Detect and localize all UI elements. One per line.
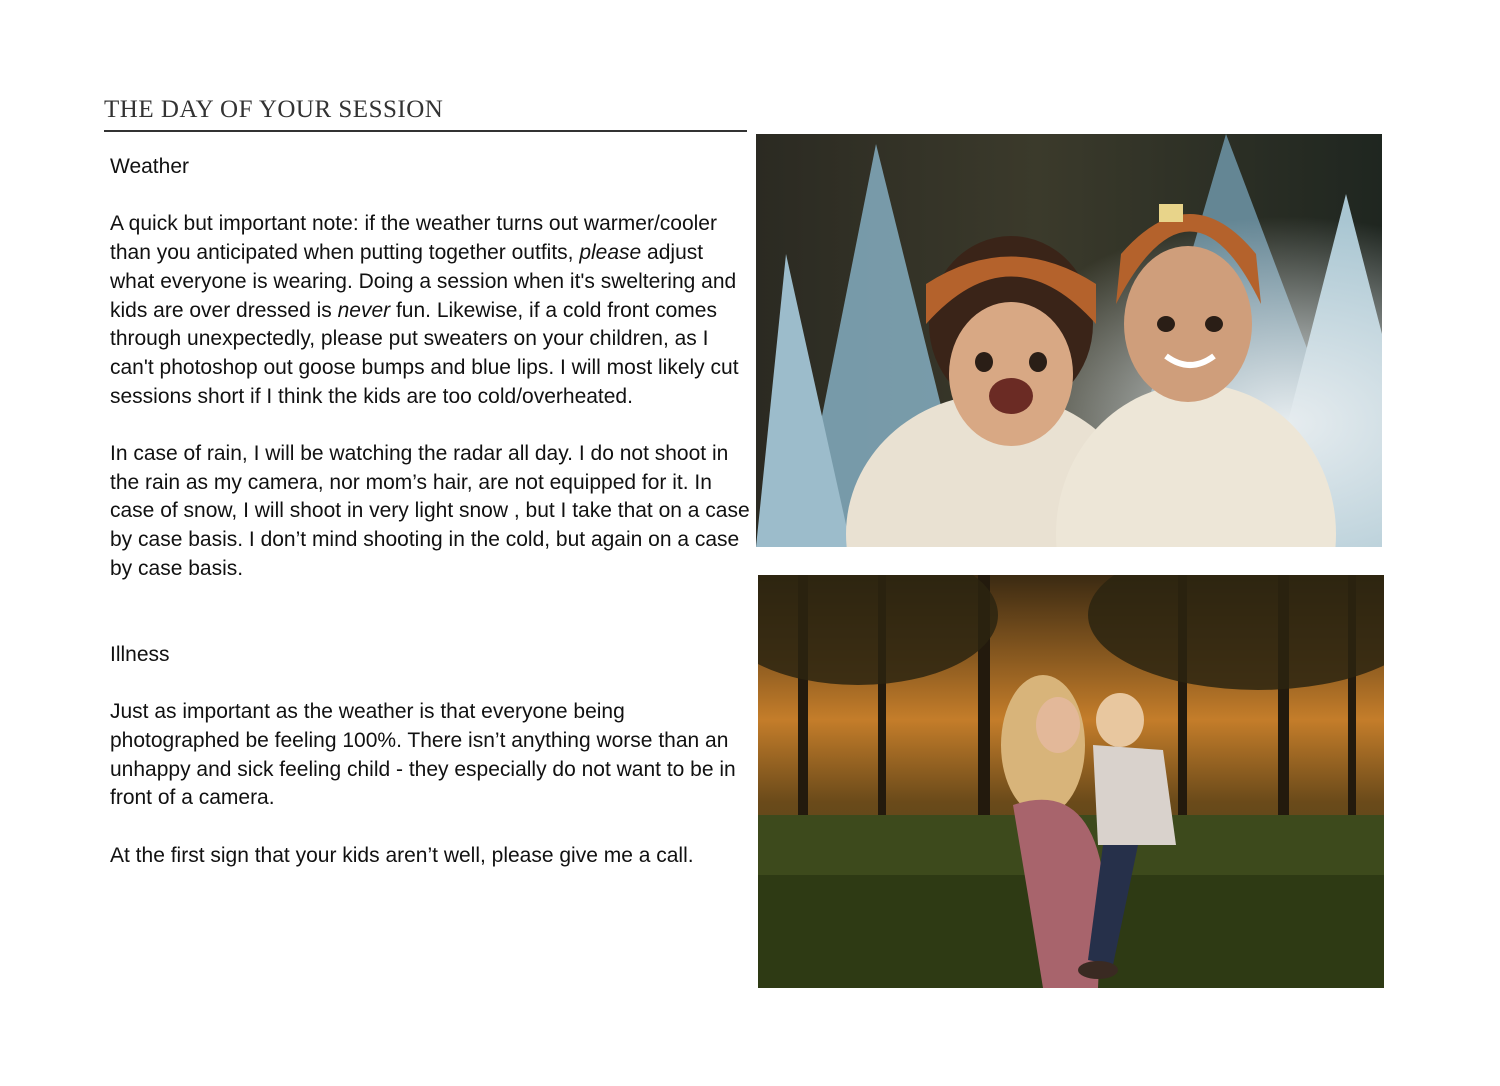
weather-p1-text-a: A quick but important note: if the weather turns out warmer/cooler than you anticipated when putting together outfits, (110, 212, 717, 265)
weather-paragraph-2: In case of rain, I will be watching the radar all day. I do not shoot in the rain as my camera, nor mom’s hair, are not equipped for it. In case of snow, I will shoot in very light snow , but I take that on a case by case basis. I don’t mind shooting in the cold, but again on a case by case basis. (110, 442, 750, 580)
weather-p1-text-b: adjust what everyone is wearing. Doing a session when it's sweltering and kids are over dressed is (110, 241, 737, 322)
weather-p1-emphasis-please: please (579, 241, 642, 265)
weather-heading: Weather (110, 155, 189, 178)
weather-p1-text-c: fun. Likewise, if a cold front comes through unexpectedly, please put sweaters on your children, as I can't photoshop out goose bumps and blue lips. I will most likely cut sessions short if I think the kids are too cold/overheated. (110, 298, 739, 408)
title-underline (104, 130, 747, 132)
text-column (110, 153, 750, 871)
weather-paragraph-1 (110, 210, 750, 411)
photo-boys-illustration (756, 134, 1382, 547)
photo-mother-child-forest (758, 575, 1384, 988)
photo-boys-beanies (756, 134, 1382, 547)
illness-paragraph-2: At the first sign that your kids aren’t well, please give me a call. (110, 843, 694, 867)
page-title: THE DAY OF YOUR SESSION (104, 96, 444, 123)
illness-heading: Illness (110, 642, 170, 666)
weather-p1-emphasis-never: never (337, 298, 391, 322)
photo-forest-illustration (758, 575, 1384, 988)
illness-paragraph-1: Just as important as the weather is that everyone being photographed be feeling 100%. There isn’t anything worse than an unhappy and sick feeling child - they especially do not want to be in front of a camera. (110, 700, 736, 810)
